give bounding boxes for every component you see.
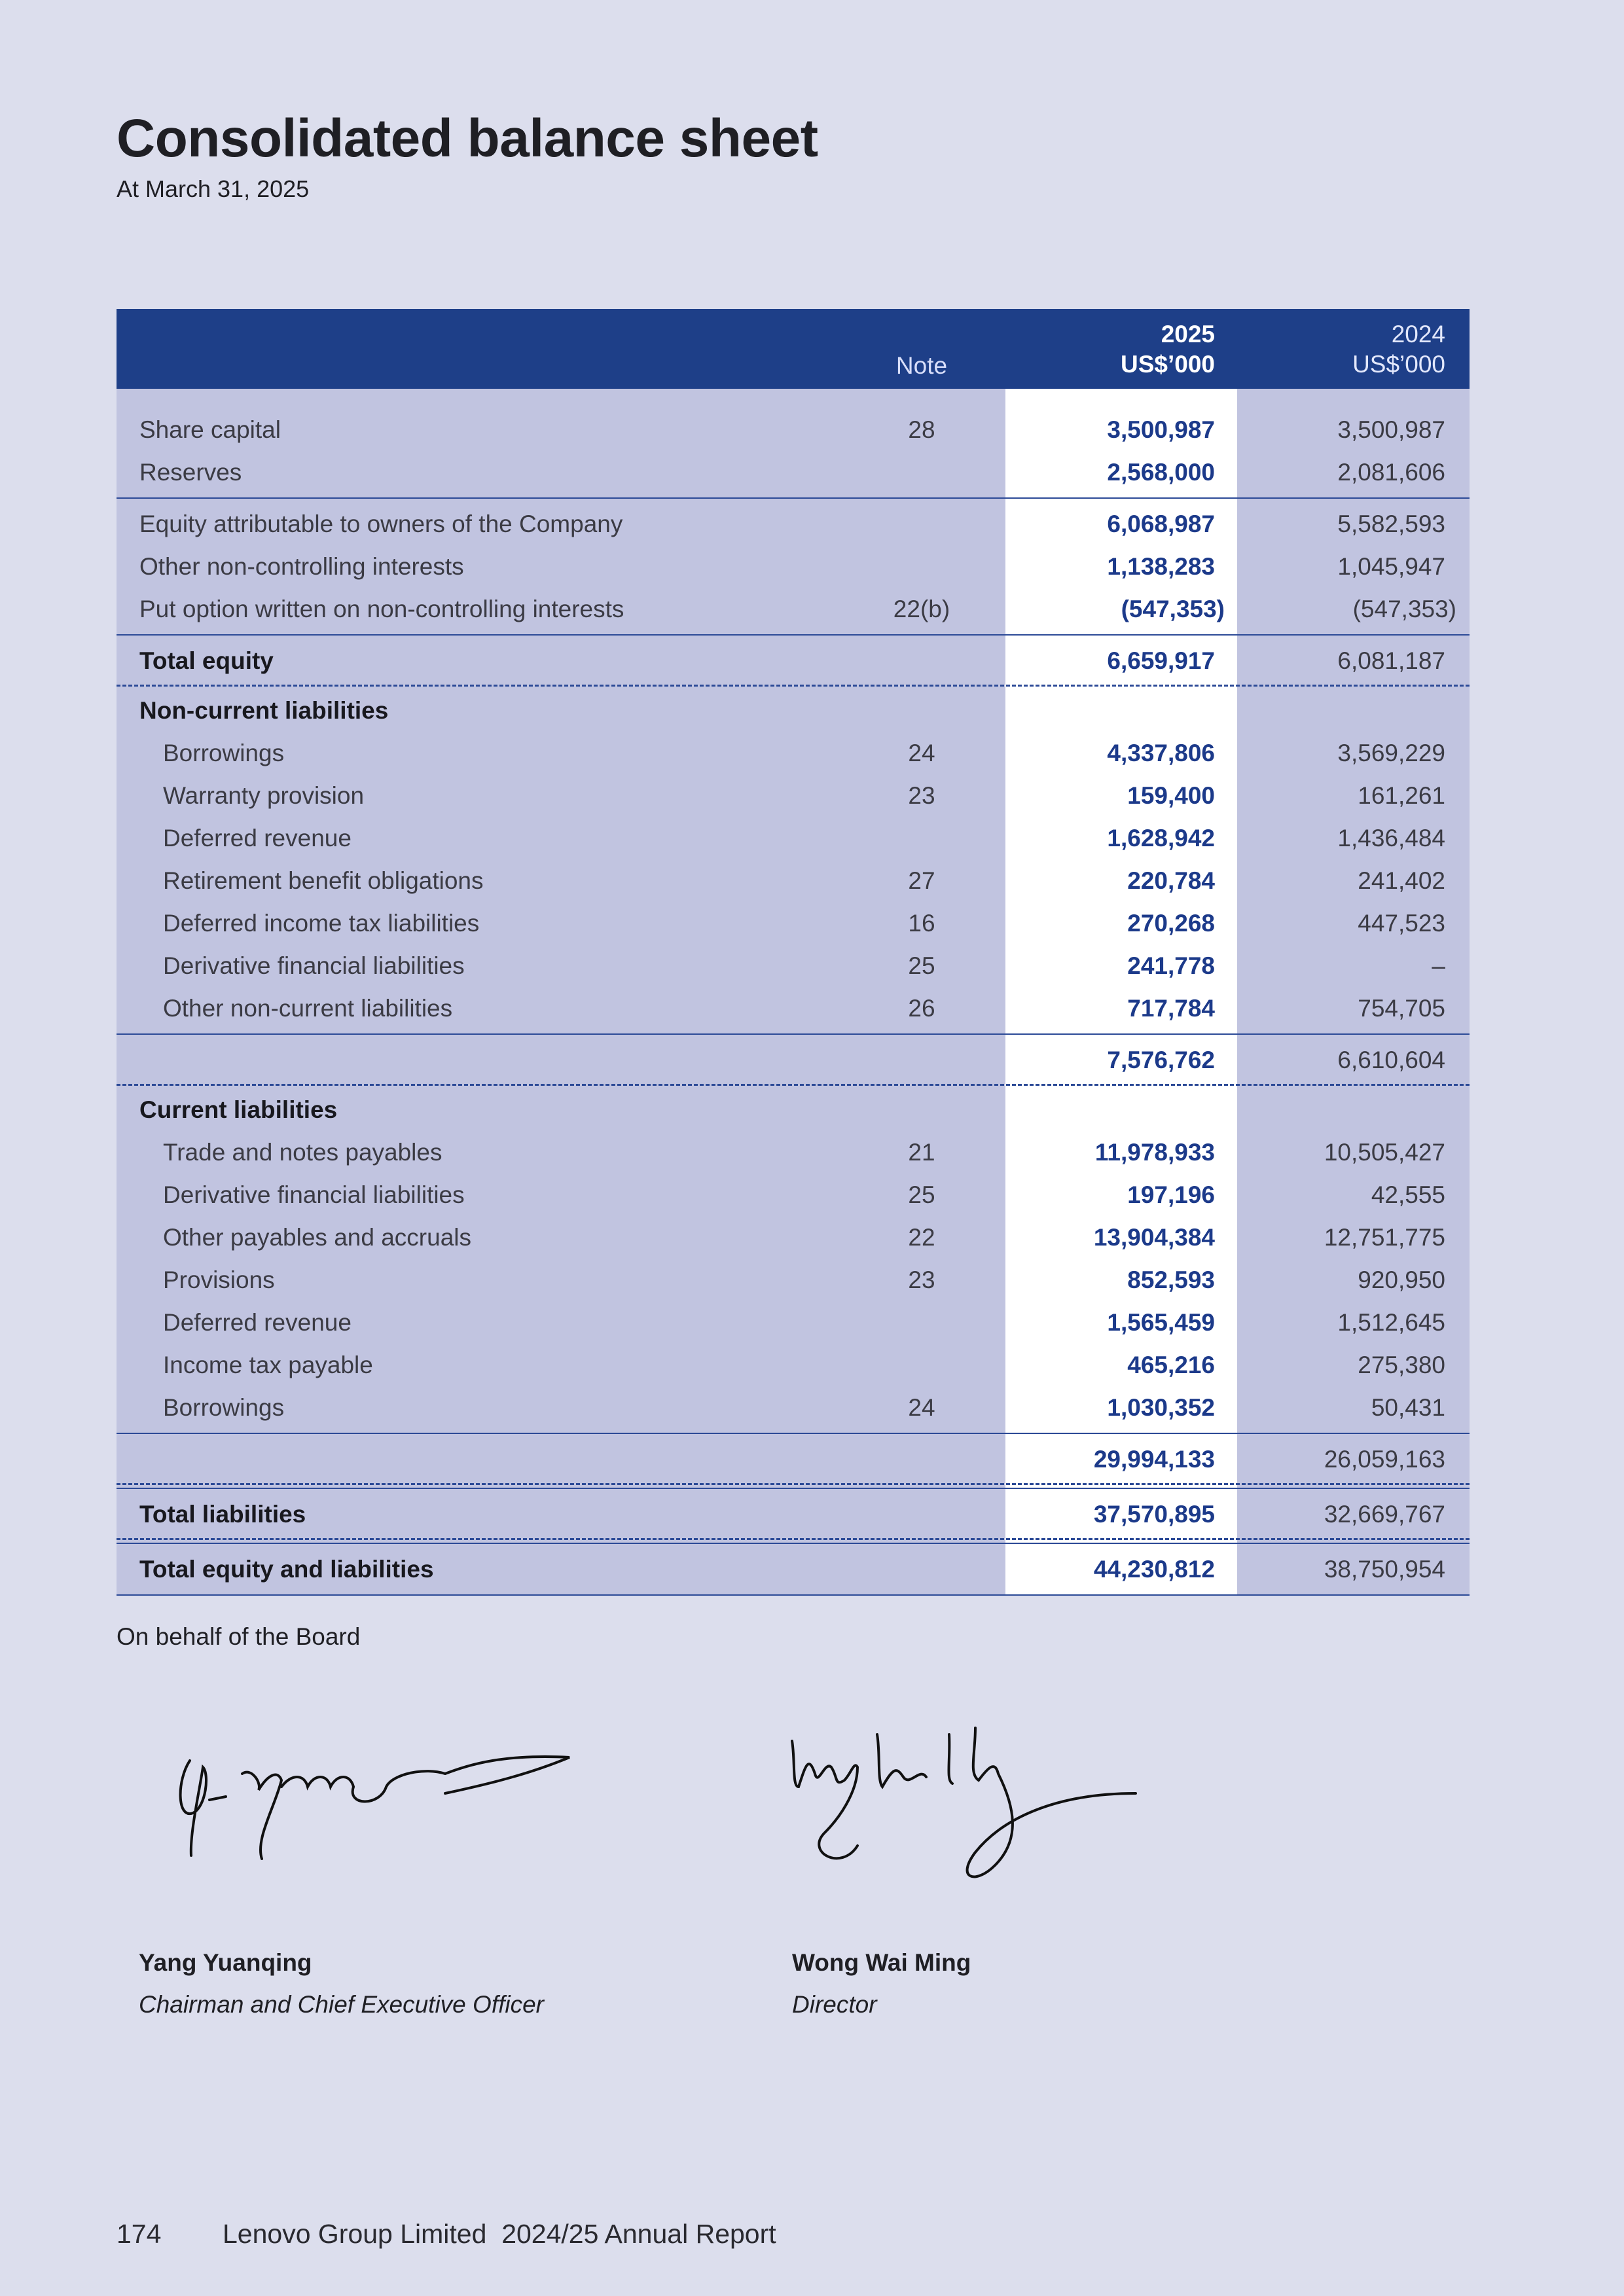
row-value-2025: (547,353) bbox=[1121, 596, 1225, 622]
divider bbox=[117, 634, 1470, 636]
row-value-2024: 161,261 bbox=[1358, 782, 1445, 809]
divider bbox=[117, 1543, 1470, 1544]
balance-sheet-table bbox=[117, 309, 1470, 1596]
table-row-current-total bbox=[117, 1438, 1470, 1480]
signatory-name: Wong Wai Ming bbox=[792, 1949, 971, 1976]
signature-wong-wai-ming bbox=[779, 1715, 1152, 1898]
dashed-divider bbox=[117, 685, 1470, 687]
row-note: 27 bbox=[908, 867, 935, 894]
row-value-2024: 275,380 bbox=[1358, 1352, 1445, 1378]
noncurrent-rows bbox=[117, 732, 1470, 1030]
row-label: Warranty provision bbox=[163, 782, 365, 809]
table-row bbox=[117, 1216, 1470, 1259]
divider bbox=[117, 1594, 1470, 1596]
table-header bbox=[117, 309, 1470, 389]
row-label: Other non-controlling interests bbox=[139, 553, 464, 580]
divider bbox=[117, 1033, 1470, 1035]
row-value-2024: 3,500,987 bbox=[1337, 416, 1445, 443]
table-row bbox=[117, 774, 1470, 817]
table-row bbox=[117, 1386, 1470, 1429]
row-note: 25 bbox=[908, 1181, 935, 1208]
dashed-divider bbox=[117, 1084, 1470, 1086]
signatory-title: Director bbox=[792, 1991, 877, 2018]
dashed-divider bbox=[117, 1538, 1470, 1540]
header-2025-year: 2025 bbox=[1161, 321, 1215, 348]
row-note: 24 bbox=[908, 1394, 935, 1421]
table-row-total-equity bbox=[117, 639, 1470, 682]
row-value-2025: 1,030,352 bbox=[1107, 1394, 1215, 1421]
row-label: Deferred revenue bbox=[163, 825, 352, 852]
section-heading-current bbox=[117, 1088, 1470, 1131]
row-value-2025: 13,904,384 bbox=[1093, 1224, 1215, 1251]
section-heading: Non-current liabilities bbox=[139, 697, 389, 724]
signatory-name: Yang Yuanqing bbox=[139, 1949, 312, 1976]
table-row bbox=[117, 1344, 1470, 1386]
row-value-2024: 920,950 bbox=[1358, 1266, 1445, 1293]
row-value-2024: 447,523 bbox=[1358, 910, 1445, 937]
row-value-2024: 10,505,427 bbox=[1324, 1139, 1445, 1166]
row-label: Reserves bbox=[139, 459, 242, 486]
row-note: 25 bbox=[908, 952, 935, 979]
row-value-2024: 38,750,954 bbox=[1324, 1556, 1445, 1583]
page-title: Consolidated balance sheet bbox=[117, 109, 818, 168]
row-label: Total equity bbox=[139, 647, 274, 674]
row-note: 23 bbox=[908, 782, 935, 809]
on-behalf-text: On behalf of the Board bbox=[117, 1623, 361, 1650]
row-label: Total liabilities bbox=[139, 1501, 306, 1528]
row-value-2025: 6,659,917 bbox=[1107, 647, 1215, 674]
row-value-2024: 6,610,604 bbox=[1337, 1047, 1445, 1073]
table-row bbox=[117, 732, 1470, 774]
header-2024-year: 2024 bbox=[1391, 321, 1445, 348]
signatory-title: Chairman and Chief Executive Officer bbox=[139, 1991, 544, 2018]
row-value-2024: 1,436,484 bbox=[1337, 825, 1445, 852]
row-note: 22(b) bbox=[893, 596, 950, 622]
table-row bbox=[117, 987, 1470, 1030]
publication-title: Lenovo Group Limited 2024/25 Annual Report bbox=[223, 2219, 776, 2249]
row-value-2024: 26,059,163 bbox=[1324, 1446, 1445, 1473]
table-body bbox=[117, 389, 1470, 1596]
row-label: Deferred income tax liabilities bbox=[163, 910, 480, 937]
row-value-2025: 44,230,812 bbox=[1093, 1556, 1215, 1583]
row-value-2025: 37,570,895 bbox=[1093, 1501, 1215, 1528]
section-heading: Current liabilities bbox=[139, 1096, 338, 1123]
row-value-2025: 241,778 bbox=[1127, 952, 1215, 979]
row-value-2025: 29,994,133 bbox=[1093, 1446, 1215, 1473]
row-label: Total equity and liabilities bbox=[139, 1556, 434, 1583]
row-note: 26 bbox=[908, 995, 935, 1022]
table-row bbox=[117, 408, 1470, 451]
table-row-total-equity-liabilities bbox=[117, 1548, 1470, 1590]
row-label: Equity attributable to owners of the Company bbox=[139, 511, 623, 537]
table-row bbox=[117, 588, 1470, 630]
row-note: 28 bbox=[908, 416, 935, 443]
table-row bbox=[117, 545, 1470, 588]
row-value-2025: 11,978,933 bbox=[1094, 1139, 1215, 1166]
row-value-2025: 6,068,987 bbox=[1107, 511, 1215, 537]
row-value-2024: 754,705 bbox=[1358, 995, 1445, 1022]
row-value-2025: 7,576,762 bbox=[1107, 1047, 1215, 1073]
row-value-2024: 3,569,229 bbox=[1337, 740, 1445, 766]
header-2024 bbox=[1237, 319, 1445, 380]
table-row-noncurrent-total bbox=[117, 1039, 1470, 1081]
divider bbox=[117, 1488, 1470, 1489]
row-note: 24 bbox=[908, 740, 935, 766]
table-row bbox=[117, 1301, 1470, 1344]
row-value-2024: 50,431 bbox=[1371, 1394, 1445, 1421]
row-label: Derivative financial liabilities bbox=[163, 1181, 465, 1208]
row-label: Trade and notes payables bbox=[163, 1139, 442, 1166]
row-value-2024: 6,081,187 bbox=[1337, 647, 1445, 674]
row-label: Other payables and accruals bbox=[163, 1224, 471, 1251]
row-label: Provisions bbox=[163, 1266, 275, 1293]
row-label: Retirement benefit obligations bbox=[163, 867, 484, 894]
table-row bbox=[117, 1174, 1470, 1216]
row-value-2024: – bbox=[1432, 952, 1445, 979]
row-value-2025: 270,268 bbox=[1127, 910, 1215, 937]
row-value-2024: (547,353) bbox=[1352, 596, 1456, 622]
row-value-2025: 1,565,459 bbox=[1107, 1309, 1215, 1336]
table-row bbox=[117, 944, 1470, 987]
row-value-2024: 2,081,606 bbox=[1337, 459, 1445, 486]
page-subtitle: At March 31, 2025 bbox=[117, 175, 310, 202]
row-note: 23 bbox=[908, 1266, 935, 1293]
row-label: Borrowings bbox=[163, 740, 285, 766]
row-value-2025: 197,196 bbox=[1127, 1181, 1215, 1208]
row-label: Income tax payable bbox=[163, 1352, 373, 1378]
row-value-2024: 1,045,947 bbox=[1337, 553, 1445, 580]
row-value-2025: 220,784 bbox=[1127, 867, 1215, 894]
row-note: 21 bbox=[908, 1139, 935, 1166]
row-value-2025: 717,784 bbox=[1127, 995, 1215, 1022]
table-row bbox=[117, 817, 1470, 859]
row-value-2024: 5,582,593 bbox=[1337, 511, 1445, 537]
divider bbox=[117, 497, 1470, 499]
row-value-2025: 4,337,806 bbox=[1107, 740, 1215, 766]
row-label: Deferred revenue bbox=[163, 1309, 352, 1336]
row-label: Put option written on non-controlling interests bbox=[139, 596, 624, 622]
row-value-2025: 1,628,942 bbox=[1107, 825, 1215, 852]
row-value-2025: 852,593 bbox=[1127, 1266, 1215, 1293]
table-row bbox=[117, 859, 1470, 902]
header-note: Note bbox=[895, 352, 948, 379]
row-value-2024: 241,402 bbox=[1358, 867, 1445, 894]
row-label: Other non-current liabilities bbox=[163, 995, 453, 1022]
signature-yang-yuanqing bbox=[164, 1728, 589, 1872]
row-value-2025: 2,568,000 bbox=[1107, 459, 1215, 486]
row-value-2025: 159,400 bbox=[1127, 782, 1215, 809]
row-value-2025: 465,216 bbox=[1127, 1352, 1215, 1378]
row-value-2024: 1,512,645 bbox=[1337, 1309, 1445, 1336]
header-2025 bbox=[1005, 319, 1215, 380]
table-row bbox=[117, 1131, 1470, 1174]
table-row-total-liabilities bbox=[117, 1493, 1470, 1535]
section-heading-noncurrent bbox=[117, 689, 1470, 732]
table-row bbox=[117, 503, 1470, 545]
row-value-2024: 32,669,767 bbox=[1324, 1501, 1445, 1528]
row-label: Derivative financial liabilities bbox=[163, 952, 465, 979]
row-value-2025: 1,138,283 bbox=[1107, 553, 1215, 580]
row-value-2024: 12,751,775 bbox=[1324, 1224, 1445, 1251]
row-value-2024: 42,555 bbox=[1371, 1181, 1445, 1208]
divider bbox=[117, 1433, 1470, 1434]
header-2024-unit: US$’000 bbox=[1352, 351, 1445, 378]
page-number: 174 bbox=[117, 2219, 162, 2249]
dashed-divider bbox=[117, 1483, 1470, 1485]
row-value-2025: 3,500,987 bbox=[1107, 416, 1215, 443]
row-note: 16 bbox=[908, 910, 935, 937]
table-row bbox=[117, 1259, 1470, 1301]
row-note: 22 bbox=[908, 1224, 935, 1251]
row-label: Borrowings bbox=[163, 1394, 285, 1421]
table-row bbox=[117, 902, 1470, 944]
current-rows bbox=[117, 1131, 1470, 1429]
row-label: Share capital bbox=[139, 416, 281, 443]
table-row bbox=[117, 451, 1470, 493]
header-2025-unit: US$’000 bbox=[1121, 351, 1215, 378]
